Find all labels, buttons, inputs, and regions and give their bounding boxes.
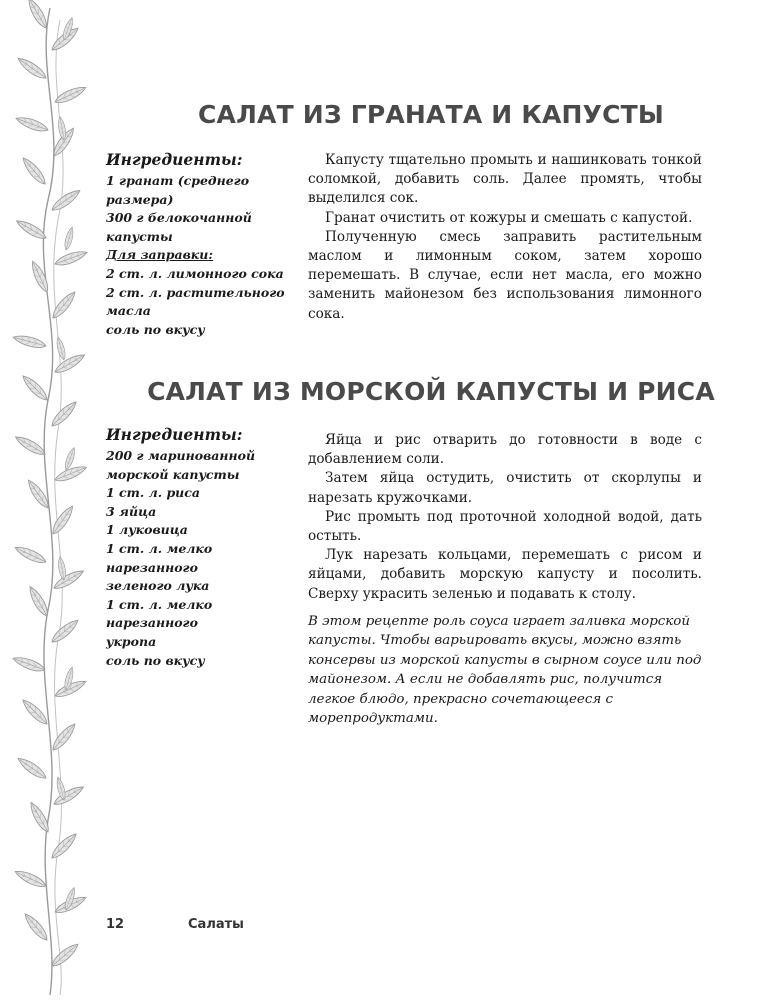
ingredient-line: 300 г белокочанной — [106, 210, 252, 226]
ingredient-line: 3 яйца — [106, 503, 157, 519]
recipe1-instructions — [308, 151, 702, 324]
ingredient-line: укропа — [106, 633, 157, 649]
page-footer — [106, 917, 244, 932]
ingredient-line: 1 ст. л. риса — [106, 485, 200, 501]
recipe1-title: САЛАТ ИЗ ГРАНАТА И КАПУСТЫ — [197, 100, 665, 129]
ingredient-line: капусты — [106, 228, 173, 244]
ingredient-line: зеленого лука — [106, 578, 210, 594]
recipe1-ingredients — [106, 150, 292, 339]
instruction-paragraph: Яйца и рис отварить до готовности в воде с добавлением соли. — [308, 432, 702, 468]
ingredient-line: 200 г маринованной — [106, 448, 256, 463]
instruction-paragraph: Затем яйца остудить, очистить от скорлупы и нарезать кружочками. — [308, 470, 702, 506]
ingredient-line: масла — [106, 303, 151, 319]
leaf-vine-border-icon — [0, 0, 100, 1000]
ingredients-heading: Ингредиенты: — [106, 150, 243, 169]
ingredient-line: соль по вкусу — [106, 652, 205, 668]
instruction-paragraph: Лук нарезать кольцами, перемешать с рисом и яйцами, добавить морскую капусту и посолить. Сверху украсить зеленью и подавать к столу. — [308, 547, 702, 602]
recipe2-ingredients — [106, 425, 292, 670]
recipe2-title: САЛАТ ИЗ МОРСКОЙ КАПУСТЫ И РИСА — [147, 377, 715, 406]
instruction-paragraph: Рис промыть под проточной холодной водой, дать остыть. — [308, 508, 702, 545]
section-name: Салаты — [188, 917, 244, 932]
ingredient-line: 2 ст. л. лимонного сока — [106, 265, 284, 281]
recipe2-instructions — [308, 431, 702, 604]
ingredients-heading: Ингредиенты: — [106, 425, 243, 444]
ingredient-line: размера) — [106, 191, 174, 207]
ingredient-line: морской капусты — [106, 466, 240, 482]
dressing-subheading: Для заправки: — [106, 247, 213, 263]
instruction-paragraph: Капусту тщательно промыть и нашинковать тонкой соломкой, добавить соль. Далее промять, чтобы выделился сок. — [308, 152, 702, 207]
ingredient-line: 1 ст. л. мелко нарезанного — [106, 540, 213, 575]
page-number: 12 — [106, 917, 125, 932]
ingredient-line: 1 гранат (среднего — [106, 173, 250, 188]
instruction-paragraph: Гранат очистить от кожуры и смешать с капустой. — [325, 209, 693, 226]
ingredient-line: 1 ст. л. мелко нарезанного — [106, 596, 213, 631]
ingredient-line: 1 луковица — [106, 522, 188, 538]
ingredient-line: соль по вкусу — [106, 321, 205, 337]
instruction-paragraph: Полученную смесь заправить растительным маслом и лимонным соком, затем хорошо перемешать. В случае, если нет масла, его можно заменить майонезом без использования лимонного сока. — [308, 228, 702, 322]
ingredient-line: 2 ст. л. растительного — [106, 284, 285, 300]
recipe2-note: В этом рецепте роль соуса играет заливка морской капусты. Чтобы варьировать вкусы, можно взять консервы из морской капусты в сырном соусе или под майонезом. А если не добавлять рис, получится легкое блюдо, прекрасно сочетающееся с морепродуктами. — [308, 614, 702, 727]
